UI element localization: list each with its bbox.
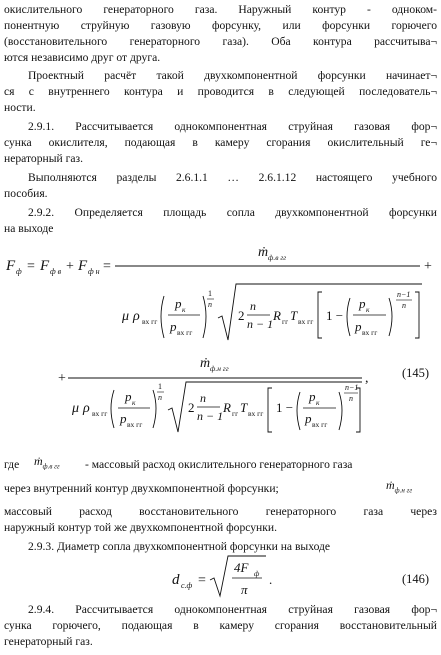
formula-sub: вх гг [362,328,378,337]
formula-T: T [290,308,298,323]
text-line: на выходе [4,222,54,235]
text-line: нераторный газ. [4,152,83,165]
formula-sub: ф [16,267,22,276]
text-line: наружный контур той же двухкомпонентной форсунки. [4,521,278,534]
text-line: 2.9.2. Определяется площадь сопла двухкомпонентной форсунки [28,206,437,219]
formula-rho: ρ [83,401,90,416]
formula-p: p [170,319,177,334]
formula-plus: + [58,371,66,386]
formula-n: n [200,391,206,405]
formula-sub: к [132,398,136,407]
formula-mdot-inline: ṁ$_{ф.н гг}$ [386,478,413,495]
text-line: генераторный газ. [4,635,93,648]
formula-exp: n−1 [345,383,359,392]
formula-sub: вх гг [142,317,158,326]
text-line: 2.9.4. Рассчитывается однокомпонентная струйная газовая фор¬ [28,603,437,616]
formula-mdot-inline: ṁ$_{ф.в гг}$ [34,454,60,471]
equation-number: (145) [402,366,430,380]
formula-sub: вх гг [298,317,314,326]
text-line: Выполняются разделы 2.6.1.1 … 2.6.1.12 настоящего учебного [28,171,437,184]
formula-exp: n−1 [397,290,411,299]
formula-p: p [309,389,316,404]
formula-sub: к [316,398,320,407]
formula-plus: + [66,259,74,274]
formula-plus: + [424,259,432,274]
text-line: ются независимо друг от друга. [4,51,161,64]
formula-n: n [250,299,256,313]
formula-exp: n [158,393,162,402]
formula-sub: вх гг [248,409,264,418]
formula-exp: 1 [158,382,162,391]
formula-sub: ф.в гг [268,253,287,262]
formula-mdot: ṁ [200,356,211,371]
text-line: ся с внутреннего контура и проводится в следующей последователь¬ [4,85,437,98]
text-line: где [4,458,20,471]
formula-one-minus: 1 − [326,308,344,323]
formula-sub: к [366,305,370,314]
text-line: понентную струйную газовую форсунку, или форсунки горючего [4,19,437,32]
text-line: через внутренний контур двухкомпонентной форсунки; [4,482,279,495]
formula-p: p [359,296,366,311]
formula-rho: ρ [133,309,140,324]
formula-eq: = [103,259,111,274]
formula-two: 2 [238,308,245,323]
formula-sub: к [182,305,186,314]
formula-mdot: ṁ [258,245,269,260]
equation-number: (146) [402,572,430,586]
formula-p: p [125,389,132,404]
text-line: пособия. [4,187,48,200]
formula-p: p [355,319,362,334]
formula-F: F [6,258,16,274]
formula-d: d [172,572,180,588]
formula-eq: = [198,573,206,588]
formula-sub: гг [282,317,289,326]
formula-exp: n [208,300,212,309]
formula-sub: с.ф [181,581,193,590]
formula-eq: = [27,259,35,274]
formula-exp: n [349,394,353,403]
formula-F: F [40,258,50,274]
formula-sub: вх гг [127,420,143,429]
formula-period: . [269,572,273,587]
formula-p: p [305,411,312,426]
formula-n-minus-1: n − 1 [197,409,224,423]
formula-p: p [120,411,127,426]
formula-pi: π [241,582,248,597]
formula-R: R [223,400,231,415]
text-line: сунка окислителя, подающая в камеру сгорания окислительный ге¬ [4,136,437,149]
formula-sub: ф [254,569,260,578]
formula-R: R [273,308,281,323]
text-line: 2.9.3. Диаметр сопла двухкомпонентной форсунки на выходе [28,540,331,553]
formula-mu: μ [72,401,80,416]
formula-mu: μ [122,309,130,324]
formula-4F: 4F [234,560,249,575]
formula-sub: ф в [50,267,62,276]
formula-exp: 1 [208,289,212,298]
formula-sub: вх гг [177,328,193,337]
formula-two: 2 [188,400,195,415]
formula-sub: вх гг [92,409,108,418]
text-line: сунка горючего, подающая в камеру сгорания восстановительный [4,619,437,632]
text-line: (восстановительного генераторного газа). Оба контура рассчитыва¬ [4,35,437,48]
text-line: массовый расход восстановительного генераторного газа через [4,505,437,518]
formula-sub: вх гг [312,420,328,429]
formula-exp: n [402,301,406,310]
formula-F: F [78,258,88,274]
formula-T: T [240,400,248,415]
formula-sub: ф н [88,267,100,276]
text-line: 2.9.1. Рассчитывается однокомпонентная струйная газовая фор¬ [28,120,437,133]
formula-one-minus: 1 − [276,400,294,415]
formula-comma: , [365,371,369,386]
text-line: Проектный расчёт такой двухкомпонентной форсунки начинает¬ [28,69,437,82]
formula-sub: гг [232,409,239,418]
formula-p: p [175,296,182,311]
formula-sub: ф.н гг [210,364,229,373]
text-line: ности. [4,101,36,114]
formula-n-minus-1: n − 1 [247,317,274,331]
text-line: - массовый расход окислительного генераторного газа [85,458,353,471]
text-line: окислительного генераторного газа. Наружный контур - одноком- [4,3,437,16]
